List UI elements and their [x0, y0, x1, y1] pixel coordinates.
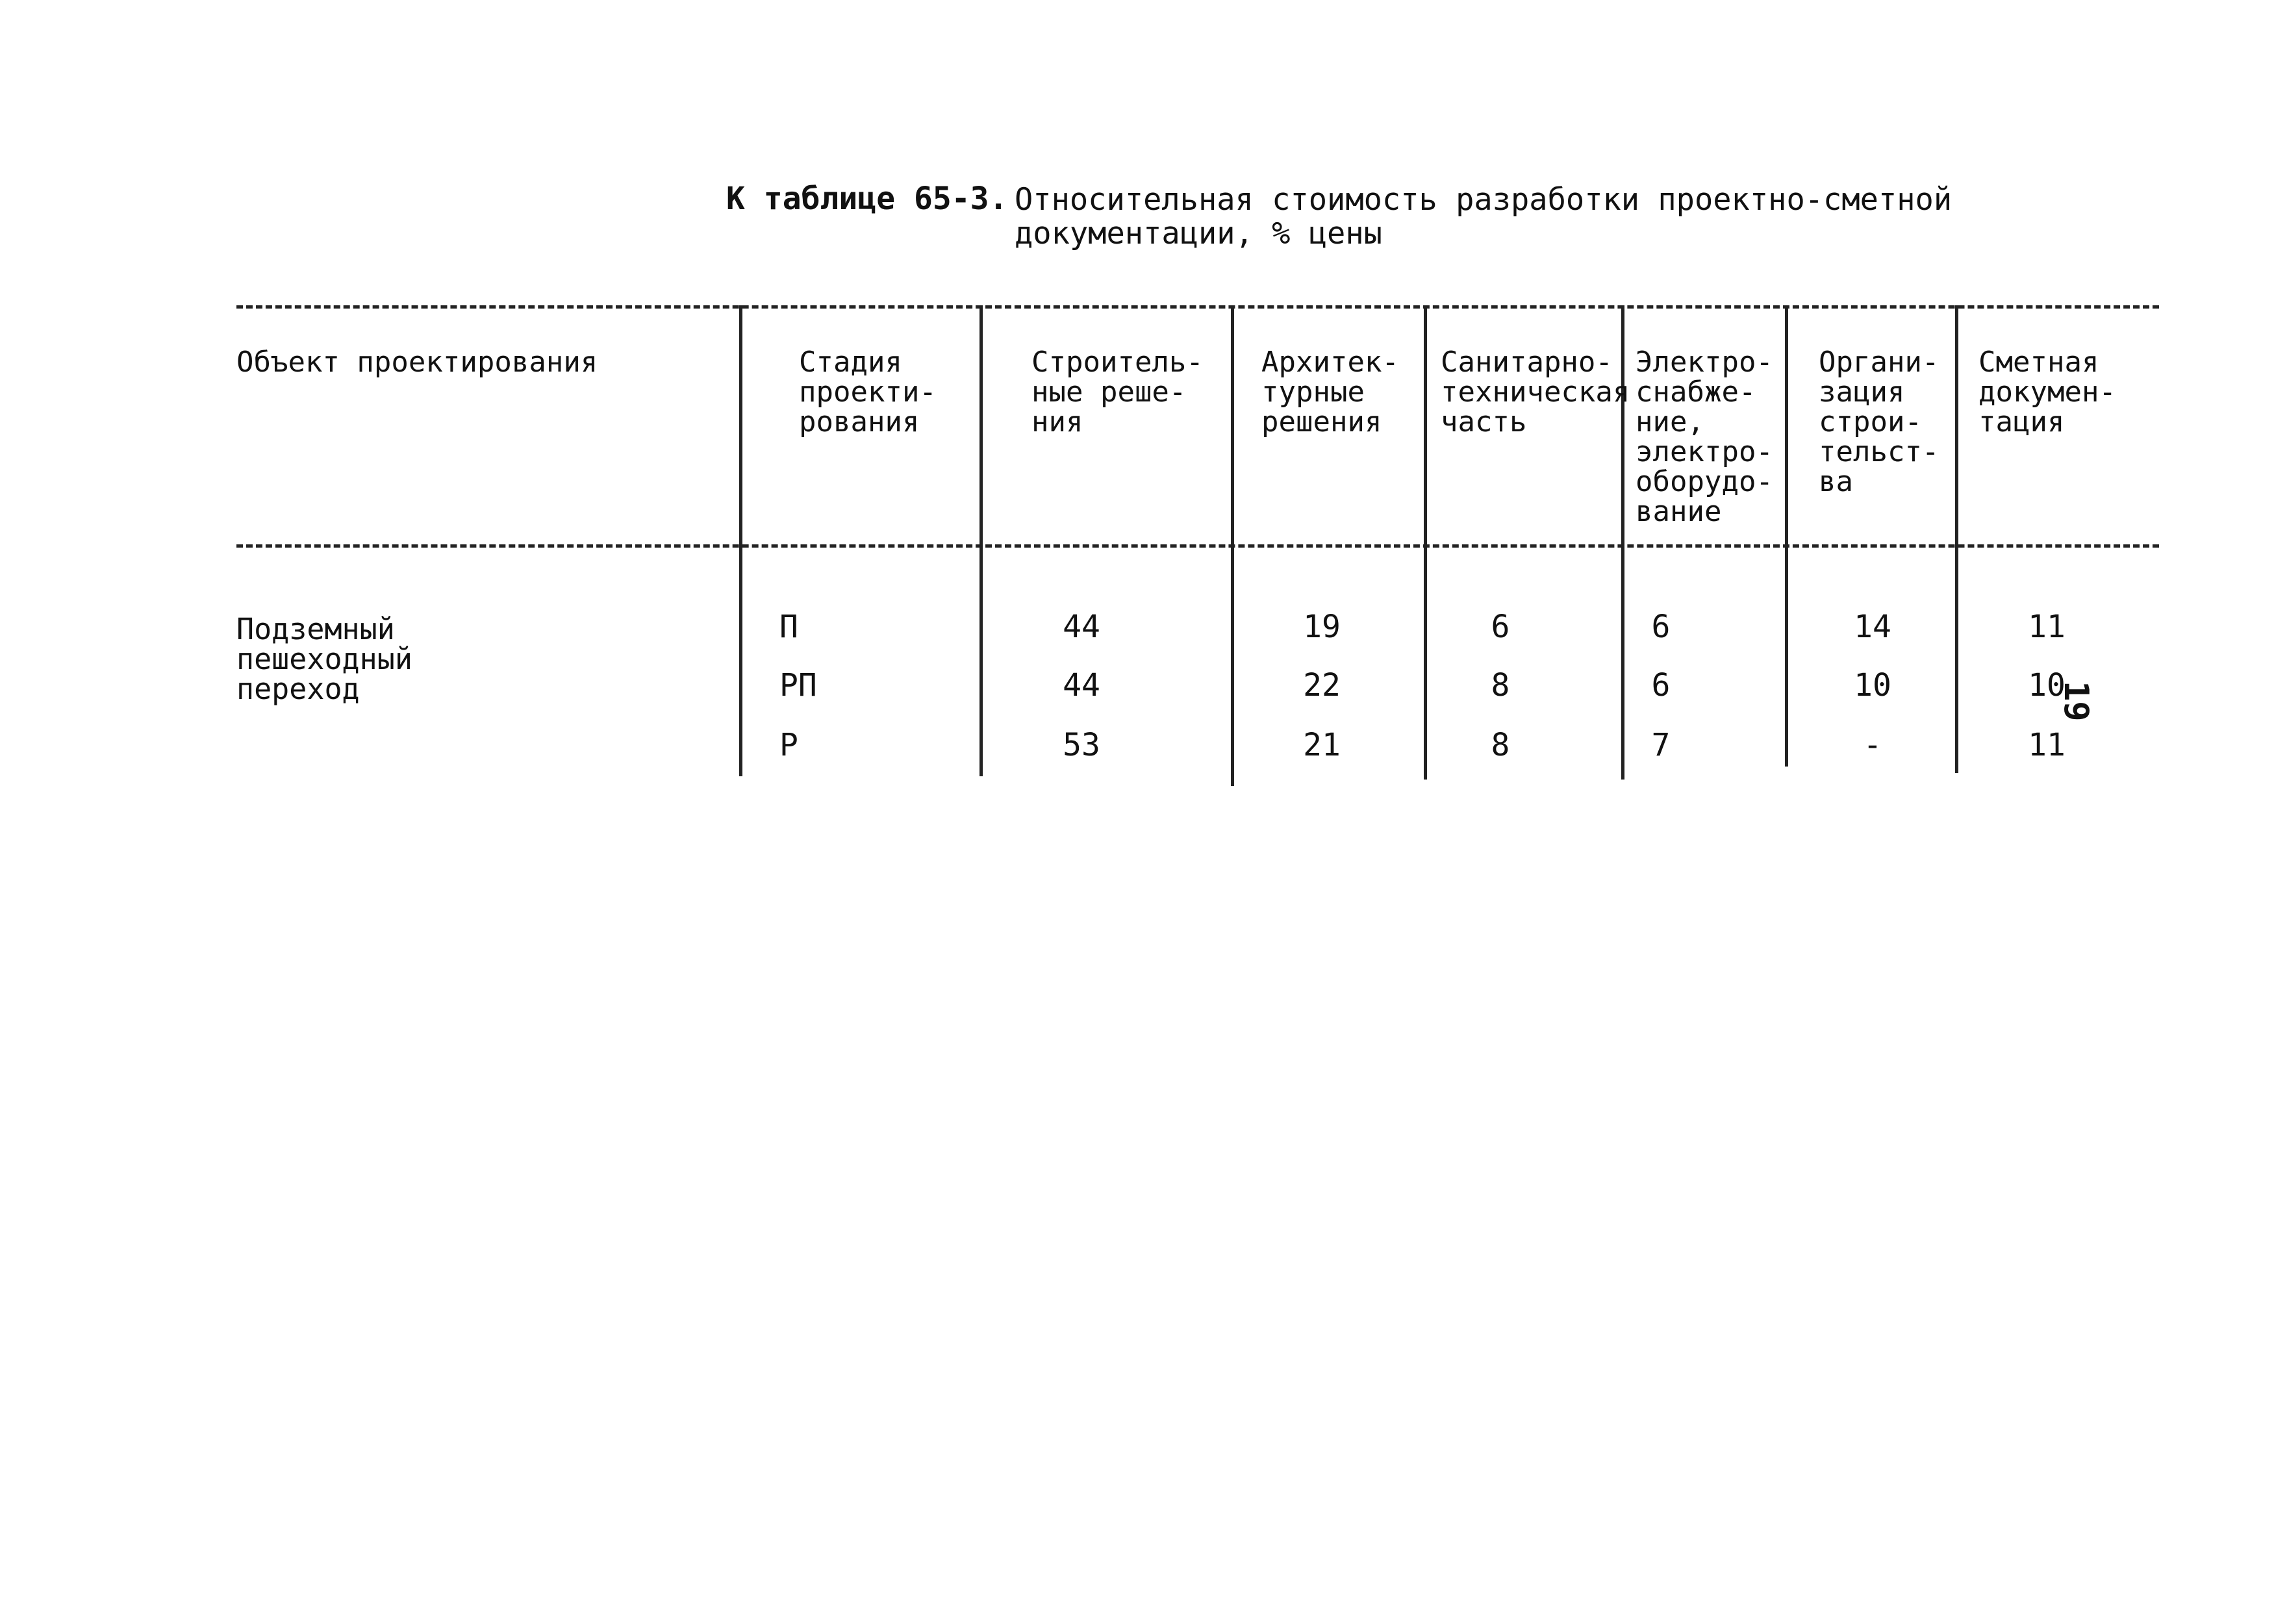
header-sanitary: Санитарно- техническая часть: [1441, 346, 1630, 438]
cell-architecture: 19: [1303, 609, 1341, 645]
cell-construction: 44: [1063, 667, 1100, 704]
header-stage: Стадия проекти- рования: [799, 346, 937, 438]
cell-stage: Р: [779, 727, 798, 763]
cell-estimate: 11: [2028, 727, 2066, 763]
column-divider: [739, 305, 742, 776]
table-top-rule: [236, 305, 2159, 309]
cell-estimate: 10: [2028, 667, 2066, 704]
caption-text: [1015, 183, 1952, 251]
cell-stage: П: [779, 609, 798, 645]
cell-organization: -: [1863, 727, 1882, 763]
cell-estimate: 11: [2028, 609, 2066, 645]
column-divider: [1424, 305, 1427, 780]
column-divider: [979, 305, 983, 776]
cell-organization: 14: [1854, 609, 1891, 645]
header-organization: Органи- зация строи- тельст- ва: [1819, 346, 1940, 498]
object-name: Подземный пешеходный переход: [236, 612, 412, 706]
cell-sanitary: 6: [1491, 609, 1510, 645]
cell-architecture: 22: [1303, 667, 1341, 704]
header-estimate: Сметная докумен- тация: [1978, 346, 2116, 438]
header-electrical: Электро- снабже- ние, электро- оборудо- вание: [1636, 346, 1773, 528]
column-divider: [1231, 305, 1234, 786]
caption-lead: К таблице 65-3.: [726, 181, 1008, 217]
cell-sanitary: 8: [1491, 667, 1510, 704]
cell-stage: РП: [779, 667, 817, 704]
caption-line-1: Относительная стоимость разработки проектно-сметной: [1015, 182, 1952, 218]
cell-construction: 44: [1063, 609, 1100, 645]
cell-electrical: 6: [1651, 667, 1671, 704]
caption-line-2: документации, % цены: [1015, 216, 1382, 251]
column-divider: [1785, 305, 1788, 767]
cell-organization: 10: [1854, 667, 1891, 704]
table-header-rule: [236, 544, 2159, 548]
cell-sanitary: 8: [1491, 727, 1510, 763]
cell-construction: 53: [1063, 727, 1100, 763]
cell-electrical: 7: [1651, 727, 1671, 763]
cell-electrical: 6: [1651, 609, 1671, 645]
page-number: 19: [2056, 681, 2095, 722]
column-divider: [1955, 305, 1958, 773]
header-object: Объект проектирования: [236, 346, 598, 379]
header-construction: Строитель- ные реше- ния: [1031, 346, 1204, 438]
header-architecture: Архитек- турные решения: [1261, 346, 1399, 438]
cell-architecture: 21: [1303, 727, 1341, 763]
